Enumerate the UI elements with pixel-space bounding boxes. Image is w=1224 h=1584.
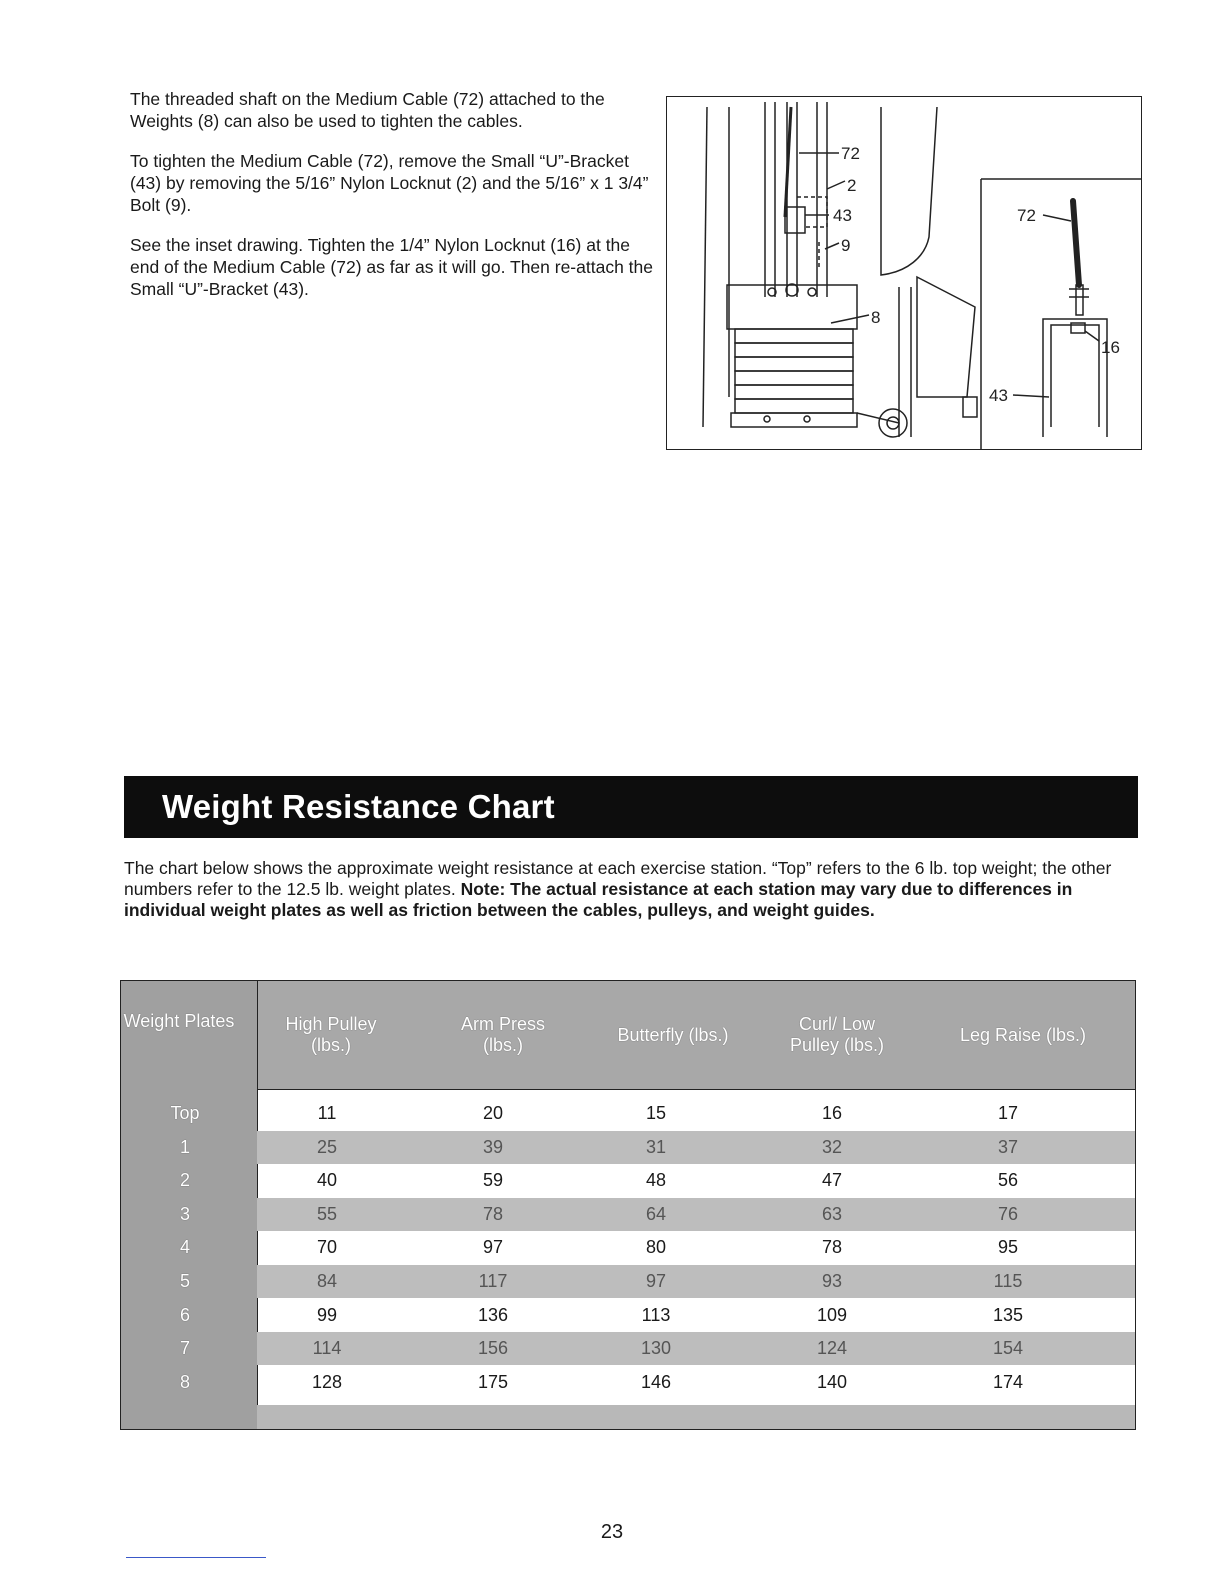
table-cell: 48 bbox=[645, 1170, 667, 1191]
table-cell: 97 bbox=[645, 1271, 667, 1291]
intro-text: The chart below shows the approximate weight resistance at each exercise station. “Top” refers to the 6 lb. top weight; the other numbers refer to the 12.5 lb. weight plates. bbox=[124, 858, 1112, 899]
table-cell: 95 bbox=[997, 1237, 1019, 1258]
instruction-paragraph: See the inset drawing. Tighten the 1/4” Nylon Locknut (16) at the end of the Medium Cable (72) as far as it will go. Then re-attach the Small “U”-Bracket (43). bbox=[130, 235, 654, 299]
footer-rule bbox=[126, 1557, 266, 1558]
table-cell: 37 bbox=[997, 1136, 1019, 1157]
table-cell: 136 bbox=[477, 1304, 509, 1325]
plates-label: 1 bbox=[179, 1136, 190, 1157]
table-cell: 140 bbox=[816, 1371, 848, 1392]
table-cell: 64 bbox=[645, 1203, 667, 1224]
table-row bbox=[257, 1265, 1135, 1298]
section-banner bbox=[124, 776, 1138, 838]
column-header: High Pulley (lbs.) bbox=[285, 1014, 377, 1055]
plates-label: Top bbox=[170, 1103, 200, 1123]
table-cell: 25 bbox=[316, 1136, 338, 1157]
table-cell: 113 bbox=[641, 1304, 671, 1325]
table-cell: 47 bbox=[821, 1170, 843, 1191]
instructions bbox=[130, 88, 660, 318]
table-footer-band bbox=[257, 1405, 1135, 1429]
inset-callout-72: 72 bbox=[1017, 206, 1036, 225]
table-cell: 135 bbox=[992, 1304, 1024, 1325]
table-cell: 20 bbox=[482, 1103, 504, 1123]
table-cell: 40 bbox=[316, 1170, 338, 1191]
cable-adjustment-figure bbox=[666, 96, 1142, 450]
inset-callout-43: 43 bbox=[989, 386, 1008, 405]
callout-8: 8 bbox=[871, 308, 881, 327]
weight-plates-header: Weight Plates bbox=[123, 1011, 235, 1031]
plates-label: 4 bbox=[179, 1237, 190, 1258]
table-row bbox=[257, 1164, 1135, 1197]
table-cell: 154 bbox=[992, 1338, 1024, 1359]
intro-note: Note: The actual resistance at each station may vary due to differences in individual weight plates as well as friction between the cables, pulleys, and weight guides. bbox=[124, 879, 1073, 920]
column-header: Butterfly (lbs.) bbox=[617, 1024, 729, 1045]
table-cell: 93 bbox=[821, 1271, 843, 1291]
table-cell: 32 bbox=[821, 1136, 843, 1157]
plates-label: 7 bbox=[179, 1338, 190, 1359]
table-row bbox=[257, 1366, 1135, 1399]
plates-label: 5 bbox=[179, 1271, 190, 1291]
weight-stack-drawing bbox=[667, 97, 1141, 449]
table-cell: 174 bbox=[992, 1371, 1024, 1392]
table-cell: 59 bbox=[482, 1170, 504, 1191]
table-cell: 130 bbox=[640, 1338, 672, 1359]
instruction-paragraph: To tighten the Medium Cable (72), remove the Small “U”-Bracket (43) by removing the 5/16” Nylon Locknut (2) and the 5/16” x 1 3/4” Bolt (9). bbox=[130, 151, 649, 215]
table-cell: 117 bbox=[478, 1271, 508, 1291]
column-header: Arm Press (lbs.) bbox=[460, 1014, 545, 1055]
table-cell: 15 bbox=[645, 1103, 667, 1123]
page-number: 23 bbox=[600, 1521, 624, 1543]
table-row bbox=[257, 1299, 1135, 1332]
table-cell: 80 bbox=[645, 1237, 667, 1258]
callout-43: 43 bbox=[833, 206, 852, 225]
plates-label: 3 bbox=[179, 1203, 190, 1224]
table-cell: 11 bbox=[317, 1103, 337, 1123]
table-cell: 175 bbox=[477, 1371, 509, 1392]
table-cell: 99 bbox=[316, 1304, 338, 1325]
section-title: Weight Resistance Chart bbox=[162, 788, 555, 825]
table-row bbox=[257, 1131, 1135, 1164]
weight-resistance-table bbox=[120, 980, 1136, 1430]
table-cell: 97 bbox=[482, 1237, 504, 1258]
table-cell: 156 bbox=[477, 1338, 509, 1359]
column-header: Curl/ Low Pulley (lbs.) bbox=[789, 1014, 885, 1055]
table-cell: 128 bbox=[311, 1371, 343, 1392]
table-cell: 115 bbox=[993, 1271, 1023, 1291]
table-cell: 70 bbox=[316, 1237, 338, 1258]
table-cell: 55 bbox=[316, 1203, 338, 1224]
table-cell: 124 bbox=[816, 1338, 848, 1359]
table-cell: 146 bbox=[640, 1371, 672, 1392]
table-cell: 84 bbox=[316, 1271, 338, 1291]
table-row bbox=[257, 1332, 1135, 1365]
chart-intro bbox=[124, 858, 1134, 921]
instruction-paragraph: The threaded shaft on the Medium Cable (72) attached to the Weights (8) can also be used to tighten the cables. bbox=[130, 89, 605, 131]
table-cell: 16 bbox=[821, 1103, 843, 1123]
table-row bbox=[257, 1097, 1135, 1130]
plates-label: 8 bbox=[179, 1371, 190, 1392]
table-cell: 109 bbox=[816, 1304, 848, 1325]
plates-label: 2 bbox=[179, 1170, 190, 1191]
table-cell: 76 bbox=[997, 1203, 1019, 1224]
callout-2: 2 bbox=[847, 176, 857, 195]
table-cell: 78 bbox=[482, 1203, 504, 1224]
table-cell: 114 bbox=[312, 1338, 342, 1359]
table-cell: 78 bbox=[821, 1237, 843, 1258]
plates-label: 6 bbox=[179, 1304, 190, 1325]
table-cell: 63 bbox=[821, 1203, 843, 1224]
column-header: Leg Raise (lbs.) bbox=[959, 1024, 1087, 1045]
table-cell: 17 bbox=[997, 1103, 1019, 1123]
callout-9: 9 bbox=[841, 236, 851, 255]
table-cell: 56 bbox=[997, 1170, 1019, 1191]
callout-72: 72 bbox=[841, 144, 860, 163]
table-row bbox=[257, 1198, 1135, 1231]
table-cell: 31 bbox=[645, 1136, 667, 1157]
table-row bbox=[257, 1231, 1135, 1264]
inset-callout-16: 16 bbox=[1101, 338, 1120, 357]
table-cell: 39 bbox=[482, 1136, 504, 1157]
